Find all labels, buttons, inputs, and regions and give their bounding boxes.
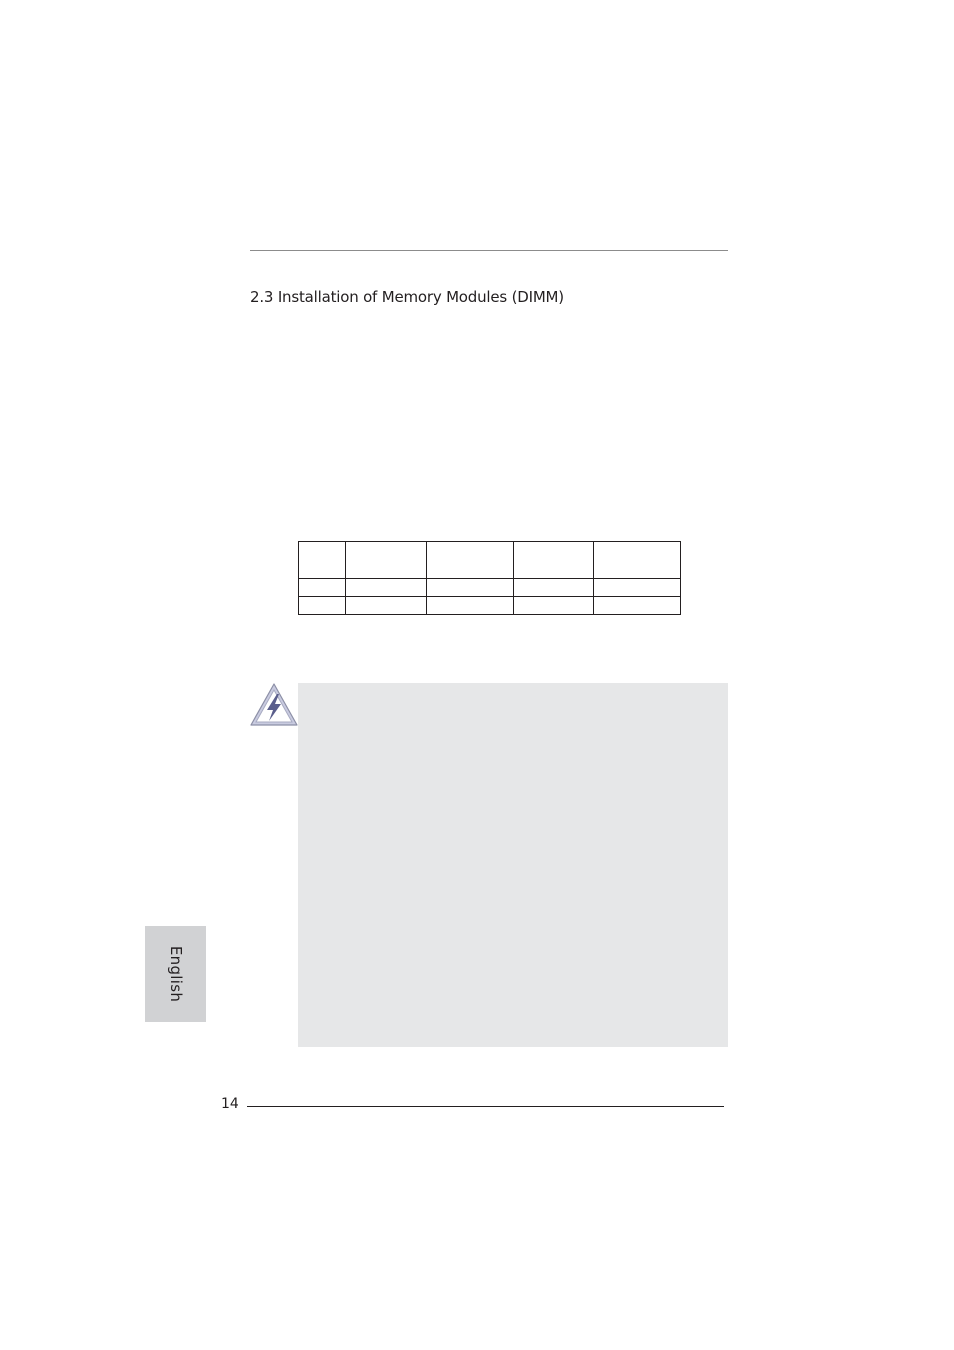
table-cell bbox=[299, 579, 346, 597]
page-number: 14 bbox=[221, 1096, 239, 1112]
table-header-row bbox=[299, 542, 681, 579]
table-cell bbox=[299, 542, 346, 579]
language-tab bbox=[145, 926, 206, 1022]
table-cell bbox=[299, 597, 346, 615]
caution-lightning-icon bbox=[249, 681, 299, 727]
table-cell bbox=[594, 542, 681, 579]
table-cell bbox=[346, 542, 427, 579]
table-cell bbox=[346, 579, 427, 597]
table-cell bbox=[514, 597, 594, 615]
table-cell bbox=[514, 579, 594, 597]
section-heading: 2.3 Installation of Memory Modules (DIMM) bbox=[250, 288, 564, 306]
table-cell bbox=[594, 579, 681, 597]
memory-config-table bbox=[298, 541, 681, 615]
caution-note-box bbox=[298, 683, 728, 1047]
language-label: English bbox=[166, 945, 185, 1003]
table-cell bbox=[427, 579, 514, 597]
header-rule bbox=[250, 250, 728, 251]
table-cell bbox=[514, 542, 594, 579]
table-cell bbox=[346, 597, 427, 615]
table-cell bbox=[427, 597, 514, 615]
table-cell bbox=[427, 542, 514, 579]
table-cell bbox=[594, 597, 681, 615]
table-row bbox=[299, 597, 681, 615]
footer-rule bbox=[247, 1106, 724, 1107]
table-row bbox=[299, 579, 681, 597]
